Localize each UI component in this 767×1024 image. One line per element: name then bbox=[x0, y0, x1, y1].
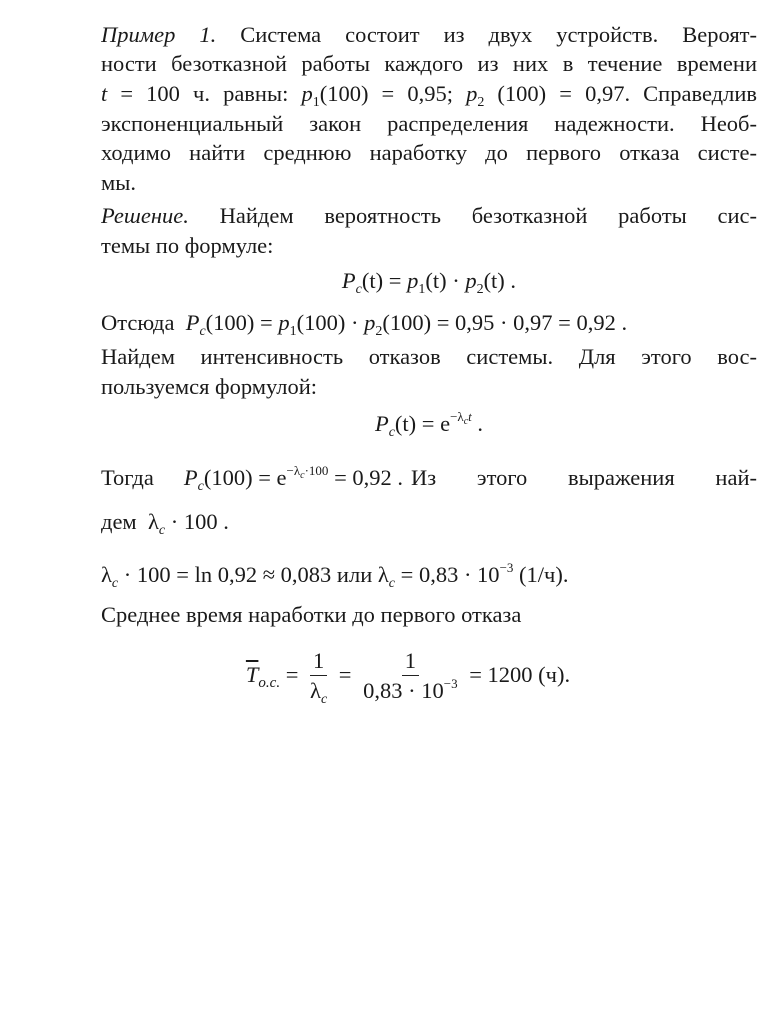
text: = 0,92 . bbox=[328, 465, 404, 490]
text-line: Среднее время наработки до первого отказа bbox=[101, 602, 522, 627]
formula bbox=[101, 266, 757, 296]
formula bbox=[80, 645, 736, 706]
text: (t) · bbox=[425, 268, 466, 293]
formula-line bbox=[101, 308, 757, 338]
text: (t) = e bbox=[394, 411, 451, 436]
text: · 100 . bbox=[165, 509, 229, 534]
var: p bbox=[465, 268, 477, 293]
text: = bbox=[333, 662, 358, 687]
numerator: 1 bbox=[402, 647, 419, 676]
text: 0,83 · 10 bbox=[363, 678, 444, 704]
text: = 100 ч. равны: bbox=[107, 81, 302, 106]
var: p bbox=[278, 310, 290, 335]
text: (t) = bbox=[361, 268, 408, 293]
formula-line bbox=[101, 463, 757, 493]
sub: c bbox=[111, 576, 119, 591]
formula-line bbox=[101, 560, 757, 590]
text: (1/ч). bbox=[513, 562, 569, 587]
text-line bbox=[101, 79, 757, 109]
text: Тогда bbox=[101, 465, 154, 490]
exponent bbox=[286, 463, 329, 481]
text: (100) = e bbox=[203, 465, 287, 490]
text: Система состоит из двух устройств. Вероят- bbox=[240, 22, 757, 47]
text: (100) = 0,97. Справедлив bbox=[484, 81, 757, 106]
exponent: −3 bbox=[443, 676, 458, 692]
example-label: Пример 1. bbox=[101, 22, 217, 47]
var: $\overline{T}$ bbox=[245, 662, 259, 687]
text: (100) = bbox=[205, 310, 279, 335]
sub: c bbox=[355, 282, 362, 297]
text: = bbox=[280, 662, 305, 687]
var: P bbox=[185, 310, 200, 335]
text: дем bbox=[101, 509, 137, 534]
solution-label: Решение. bbox=[101, 203, 189, 228]
var: t bbox=[101, 81, 108, 106]
sub: c bbox=[158, 523, 166, 538]
text-line: экспоненциальный закон распределения надежности. Необ- bbox=[101, 111, 757, 136]
text-line bbox=[101, 201, 757, 231]
sub: o.c. bbox=[258, 675, 281, 691]
text-line: пользуемся формулой: bbox=[101, 374, 318, 399]
text: Отсюда bbox=[101, 310, 175, 335]
sub: c bbox=[300, 470, 305, 481]
denominator bbox=[360, 676, 460, 706]
text: λ bbox=[310, 678, 321, 704]
text: (100) · bbox=[296, 310, 365, 335]
exponent bbox=[450, 409, 472, 427]
text: (100) = 0,95; bbox=[319, 81, 467, 106]
sub: 2 bbox=[375, 324, 383, 339]
text-line: темы по формуле: bbox=[101, 233, 274, 258]
sub: 1 bbox=[312, 95, 320, 109]
numerator: 1 bbox=[310, 647, 327, 676]
sub: c bbox=[388, 425, 395, 440]
fraction bbox=[360, 647, 460, 706]
text-line: ности безотказной работы каждого из них в течение времени bbox=[101, 51, 757, 76]
text: Найдем вероятность безотказной работы сис- bbox=[219, 203, 757, 228]
var: t bbox=[468, 409, 472, 424]
text-line: Найдем интенсивность отказов системы. Для этого вос- bbox=[101, 344, 757, 369]
text: −λ bbox=[450, 409, 464, 424]
denominator bbox=[307, 676, 330, 706]
exponent: −3 bbox=[499, 560, 514, 575]
sub: 2 bbox=[476, 282, 484, 297]
var: P bbox=[341, 268, 356, 293]
fraction bbox=[307, 647, 330, 706]
var: P bbox=[374, 411, 389, 436]
sub: c bbox=[199, 324, 206, 339]
lambda: λ bbox=[147, 509, 159, 534]
var: p bbox=[407, 268, 419, 293]
var: p bbox=[466, 81, 478, 106]
formula bbox=[101, 409, 757, 439]
var: P bbox=[183, 465, 198, 490]
sub: c bbox=[320, 692, 328, 708]
var: p bbox=[301, 81, 313, 106]
text: · 100 = ln 0,92 ≈ 0,083 или λ bbox=[118, 562, 389, 587]
text: = 0,83 · 10 bbox=[395, 562, 500, 587]
text: −λ bbox=[286, 463, 301, 478]
text-line bbox=[101, 20, 757, 50]
text-line: ходимо найти среднюю наработку до первого отказа систе- bbox=[101, 140, 757, 165]
sub: c bbox=[197, 479, 204, 494]
text: λ bbox=[101, 562, 112, 587]
text: Из этого выражения най- bbox=[411, 465, 757, 490]
text: (t) . bbox=[483, 268, 517, 293]
sub: c bbox=[388, 576, 395, 591]
text-line: мы. bbox=[101, 170, 136, 195]
text: . bbox=[471, 411, 484, 436]
text: (100) = 0,95 · 0,97 = 0,92 . bbox=[382, 310, 628, 335]
text: ·100 bbox=[304, 463, 329, 478]
var: p bbox=[364, 310, 376, 335]
formula bbox=[184, 463, 403, 493]
formula-line bbox=[101, 507, 757, 537]
sub: 2 bbox=[477, 95, 485, 109]
sub: 1 bbox=[289, 324, 297, 339]
text: = 1200 (ч). bbox=[463, 662, 571, 687]
sub: 1 bbox=[418, 282, 426, 297]
sub: c bbox=[463, 416, 469, 427]
